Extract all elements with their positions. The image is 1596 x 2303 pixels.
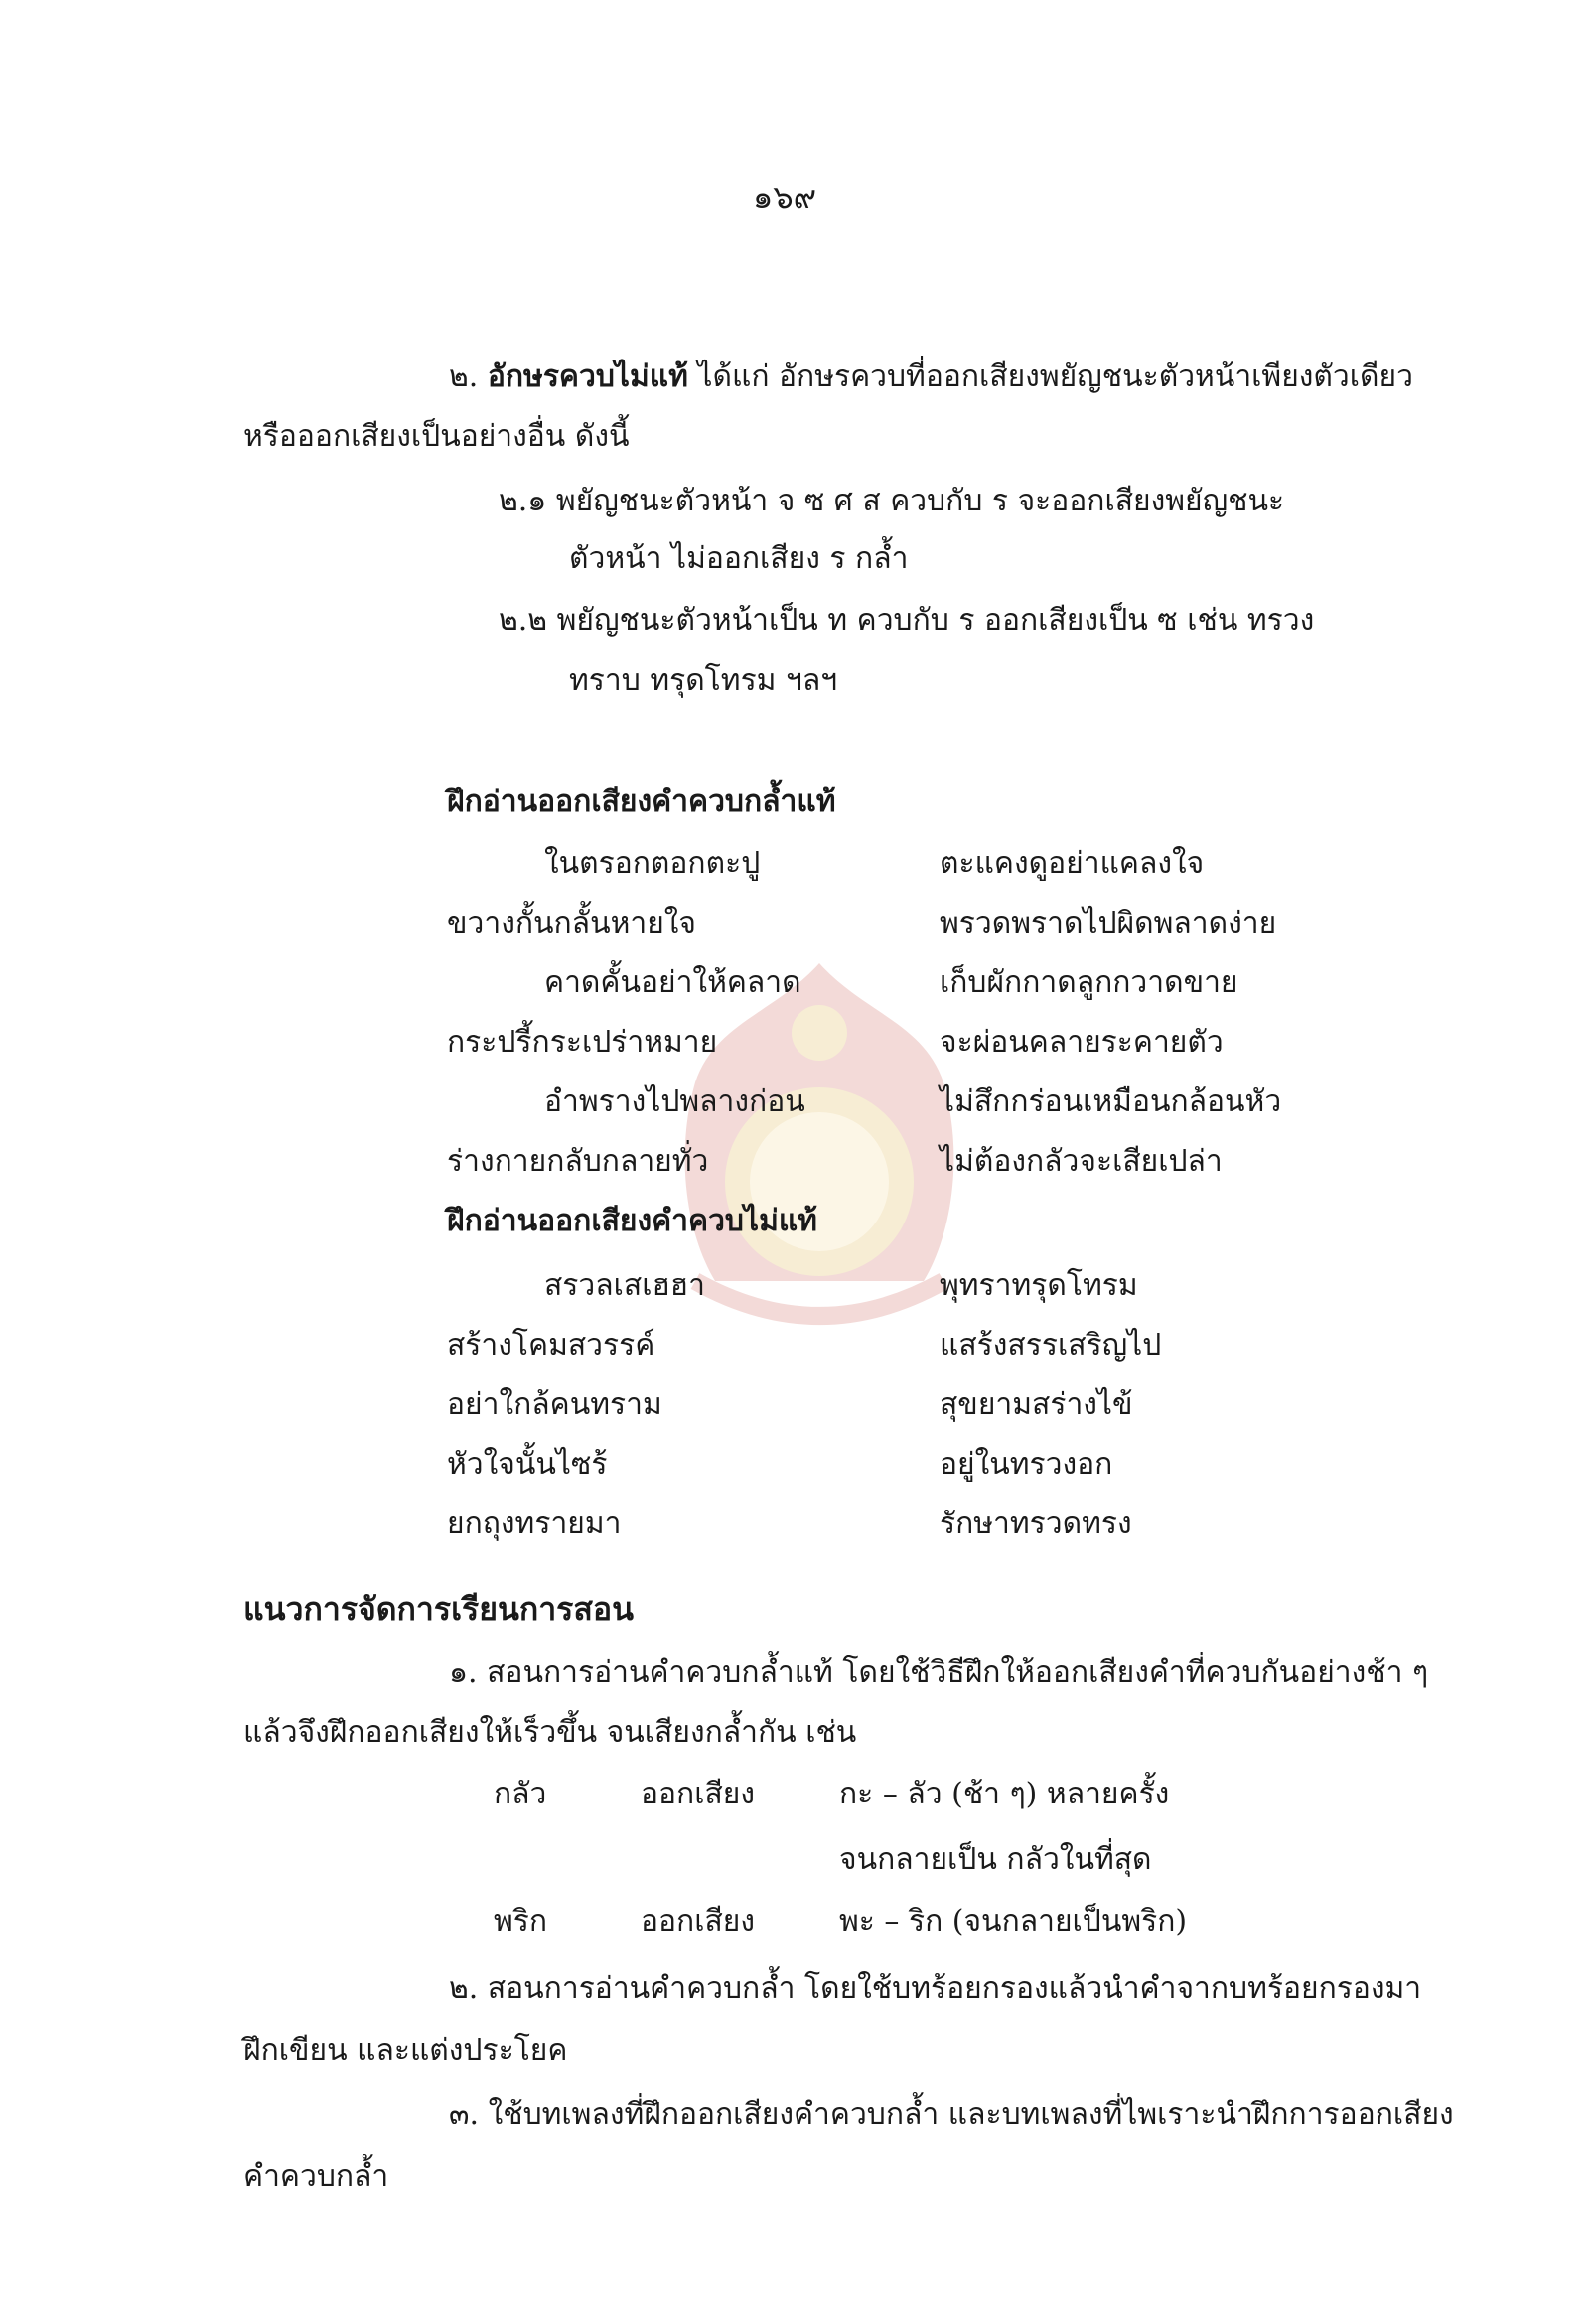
page-number: ๑๖๙ [753, 178, 817, 216]
poem1-line-right: จะผ่อนคลายระคายตัว [940, 1025, 1224, 1060]
poem1-line-right: ไม่ต้องกลัวจะเสียเปล่า [940, 1144, 1223, 1179]
poem1-line-left: อำพรางไปพลางก่อน [544, 1084, 805, 1119]
poem1-line-right: ไม่สึกกร่อนเหมือนกล้อนหัว [940, 1084, 1282, 1119]
poem2-line-left: หัวใจนั้นไซร้ [447, 1447, 608, 1482]
teaching-p1-line2: แล้วจึงฝึกออกเสียงให้เร็วขึ้น จนเสียงกล้ำกัน เช่น [243, 1715, 857, 1750]
section2-line1 [449, 358, 1413, 397]
poem2-line-right: รักษาทรวดทรง [940, 1507, 1132, 1541]
item-2-1-line2: ตัวหน้า ไม่ออกเสียง ร กล้ำ [569, 541, 909, 576]
poem2-line-right: สุขยามสร่างไข้ [940, 1387, 1133, 1422]
poem1-line-right: พรวดพราดไปผิดพลาดง่าย [940, 906, 1277, 940]
example1-detail: กะ – ลัว (ช้า ๆ) หลายครั้ง [839, 1777, 1170, 1811]
poem2-line-right: อยู่ในทรวงอก [940, 1447, 1113, 1482]
example1-detail2: จนกลายเป็น กลัวในที่สุด [839, 1842, 1152, 1877]
poem2-line-left: อย่าใกล้คนทราม [447, 1387, 662, 1422]
teaching-p3-line2: คำควบกล้ำ [243, 2159, 389, 2194]
poem1-line-left: คาดคั้นอย่าให้คลาด [544, 965, 801, 1000]
item-2-2-line2: ทราบ ทรุดโทรม ฯลฯ [569, 663, 838, 698]
poem1-line-left: ในตรอกตอกตะปู [544, 846, 761, 881]
section2-line1-rest: ได้แก่ อักษรควบที่ออกเสียงพยัญชนะตัวหน้าเพียงตัวเดียว [697, 360, 1413, 394]
poem2-line-left: ยกถุงทรายมา [447, 1507, 622, 1541]
teaching-p2-line2: ฝึกเขียน และแต่งประโยค [243, 2033, 568, 2068]
poem2-line-right: พุทราทรุดโทรม [940, 1268, 1138, 1303]
section2-heading: อักษรควบไม่แท้ [487, 360, 688, 394]
section2-prefix: ๒. [449, 360, 479, 394]
poem1-line-right: เก็บผักกาดลูกกวาดขาย [940, 965, 1238, 1000]
teaching-p3-line1: ๓. ใช้บทเพลงที่ฝึกออกเสียงคำควบกล้ำ และบทเพลงที่ไพเราะนำฝึกการออกเสียง [449, 2097, 1454, 2132]
poem1-line-left: ร่างกายกลับกลายทั่ว [447, 1144, 709, 1179]
poem2-line-left: สรวลเสเฮฮา [544, 1268, 705, 1303]
example1-label: ออกเสียง [641, 1777, 755, 1811]
teaching-p1-line1: ๑. สอนการอ่านคำควบกล้ำแท้ โดยใช้วิธีฝึกให้ออกเสียงคำที่ควบกันอย่างช้า ๆ [449, 1655, 1429, 1690]
poem1-title: ฝึกอ่านออกเสียงคำควบกล้ำแท้ [447, 785, 836, 819]
poem2-title: ฝึกอ่านออกเสียงคำควบไม่แท้ [447, 1204, 817, 1238]
section2-line2: หรือออกเสียงเป็นอย่างอื่น ดังนี้ [243, 419, 630, 454]
poem1-line-left: ขวางกั้นกลั้นหายใจ [447, 906, 697, 940]
teaching-heading: แนวการจัดการเรียนการสอน [243, 1590, 634, 1628]
teaching-p2-line1: ๒. สอนการอ่านคำควบกล้ำ โดยใช้บทร้อยกรองแล้วนำคำจากบทร้อยกรองมา [449, 1971, 1422, 2006]
example2-detail: พะ – ริก (จนกลายเป็นพริก) [839, 1904, 1188, 1939]
example1-word: กลัว [494, 1777, 547, 1811]
poem1-line-left: กระปรี้กระเปร่าหมาย [447, 1025, 718, 1060]
poem2-line-left: สร้างโคมสวรรค์ [447, 1328, 655, 1363]
poem2-line-right: แสร้งสรรเสริญไป [940, 1328, 1162, 1363]
poem1-line-right: ตะแคงดูอย่าแคลงใจ [940, 846, 1205, 881]
item-2-1-line1: ๒.๑ พยัญชนะตัวหน้า จ ซ ศ ส ควบกับ ร จะออกเสียงพยัญชนะ [499, 484, 1285, 518]
item-2-2-line1: ๒.๒ พยัญชนะตัวหน้าเป็น ท ควบกับ ร ออกเสียงเป็น ซ เช่น ทรวง [499, 603, 1315, 638]
example2-word: พริก [494, 1904, 548, 1939]
example2-label: ออกเสียง [641, 1904, 755, 1939]
